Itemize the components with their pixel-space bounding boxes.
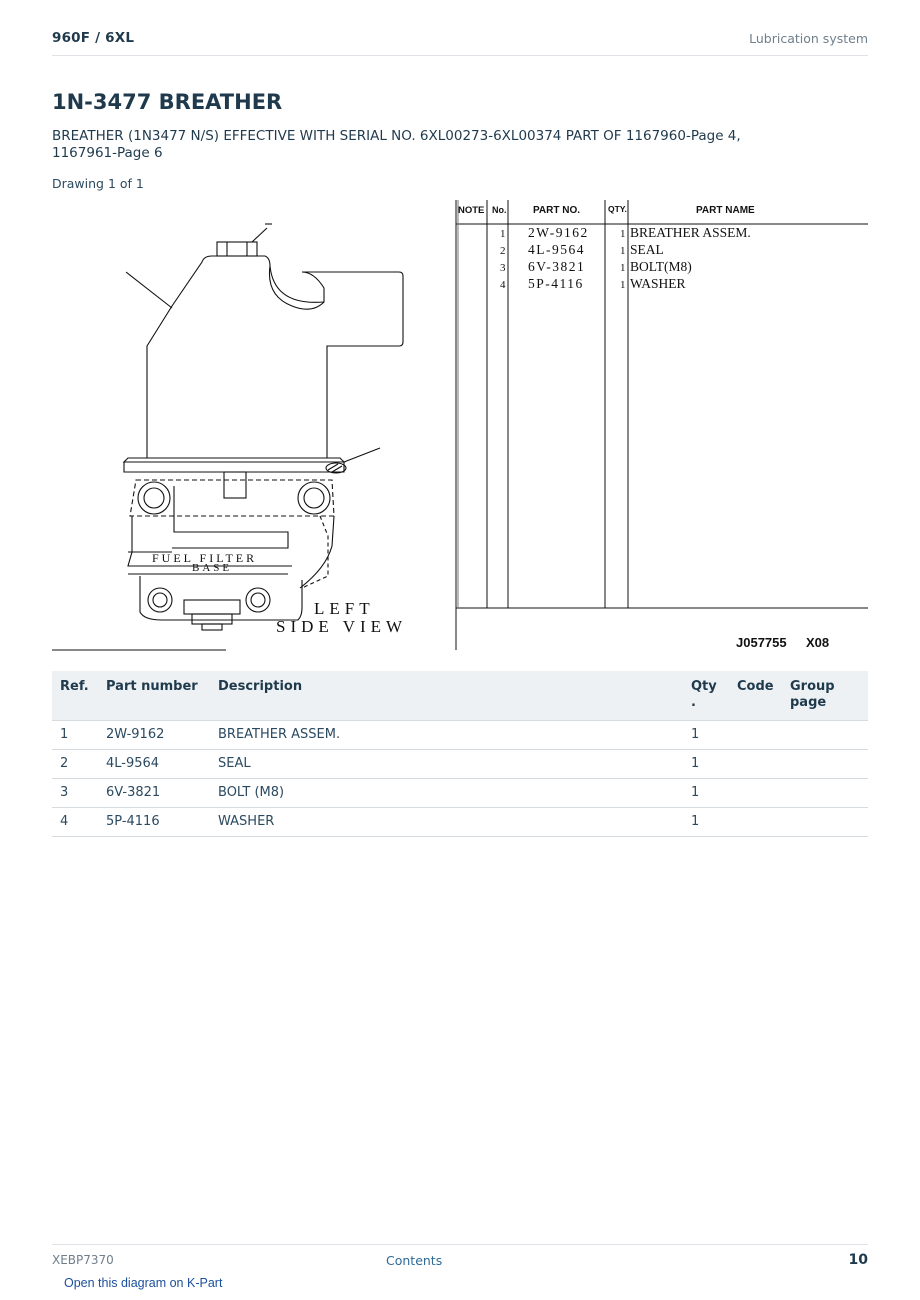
col-partno-header: PART NO. (533, 205, 581, 216)
document-id: XEBP7370 (52, 1253, 114, 1267)
drawing-row-name: BREATHER ASSEM. (630, 225, 751, 240)
group-header-line1: Group (790, 679, 835, 694)
section-label: Lubrication system (749, 31, 868, 46)
drawing-row-name: WASHER (630, 276, 686, 291)
qty-cell: 1 (683, 778, 729, 807)
base-label: BASE (192, 562, 233, 574)
drawing-row-name: SEAL (630, 242, 664, 257)
code-cell (729, 720, 782, 749)
drawing-row-partno: 5P-4116 (528, 276, 584, 291)
drawing-row-qty: 1 (620, 228, 626, 240)
drawing-row-no: 1 (500, 228, 506, 240)
page-title: 1N-3477 BREATHER (52, 90, 283, 114)
drawing-row-partno: 4L-9564 (528, 242, 585, 257)
fuel-filter-label: FUEL FILTER (152, 551, 258, 565)
ref-cell: 2 (52, 749, 98, 778)
qty-header-line1: Qty (691, 679, 717, 694)
drawing-code: J057755 (736, 635, 787, 650)
description-column-header: Description (210, 671, 683, 720)
col-note-header: NOTE (458, 205, 485, 216)
page-header (52, 28, 868, 56)
contents-link[interactable]: Contents (386, 1253, 443, 1268)
qty-header-line2: . (691, 695, 696, 710)
parts-table (52, 671, 868, 837)
code-cell (729, 778, 782, 807)
side-view-label: SIDE VIEW (276, 617, 408, 636)
drawing-row-name: BOLT(M8) (630, 259, 692, 274)
page-footer (52, 1244, 868, 1274)
description-cell: SEAL (210, 749, 683, 778)
table-row (52, 807, 868, 836)
qty-column-header (683, 671, 729, 720)
col-no-header: No. (492, 205, 507, 215)
ref-cell: 1 (52, 720, 98, 749)
group-header-line2: page (790, 695, 827, 710)
drawing-counter: Drawing 1 of 1 (52, 176, 144, 191)
ref-column-header: Ref. (52, 671, 98, 720)
parts-drawing (52, 196, 868, 656)
group-page-cell (782, 778, 868, 807)
drawing-row-partno: 6V-3821 (528, 259, 586, 274)
drawing-row-no: 2 (500, 245, 506, 257)
table-row (52, 749, 868, 778)
drawing-row-qty: 1 (620, 279, 626, 291)
group-page-column-header (782, 671, 868, 720)
col-name-header: PART NAME (696, 205, 755, 216)
group-page-cell (782, 807, 868, 836)
ref-cell: 3 (52, 778, 98, 807)
col-qty-header: QTY. (608, 204, 627, 214)
description-cell: BOLT (M8) (210, 778, 683, 807)
part-number-column-header: Part number (98, 671, 210, 720)
model-label: 960F / 6XL (52, 30, 135, 46)
part-number-cell: 6V-3821 (98, 778, 210, 807)
qty-cell: 1 (683, 749, 729, 778)
part-number-cell: 5P-4116 (98, 807, 210, 836)
drawing-row-no: 4 (500, 279, 506, 291)
table-row (52, 720, 868, 749)
qty-cell: 1 (683, 807, 729, 836)
drawing-row-no: 3 (500, 262, 506, 274)
parts-table-header (52, 671, 868, 720)
description-cell: WASHER (210, 807, 683, 836)
part-number-cell: 4L-9564 (98, 749, 210, 778)
code-cell (729, 749, 782, 778)
left-label: LEFT (314, 599, 375, 618)
code-column-header: Code (729, 671, 782, 720)
group-page-cell (782, 749, 868, 778)
description-cell: BREATHER ASSEM. (210, 720, 683, 749)
drawing-row-partno: 2W-9162 (528, 225, 589, 240)
drawing-row-qty: 1 (620, 245, 626, 257)
page-subtitle: BREATHER (1N3477 N/S) EFFECTIVE WITH SERIAL NO. 6XL00273-6XL00374 PART OF 1167960-Page 4, 1167961-Page 6 (52, 128, 741, 161)
ref-cell: 4 (52, 807, 98, 836)
drawing-row-qty: 1 (620, 262, 626, 274)
page-number: 10 (848, 1252, 868, 1268)
drawing-sheet: X08 (806, 635, 830, 650)
qty-cell: 1 (683, 720, 729, 749)
table-row (52, 778, 868, 807)
code-cell (729, 807, 782, 836)
part-number-cell: 2W-9162 (98, 720, 210, 749)
group-page-cell (782, 720, 868, 749)
kpart-link[interactable]: Open this diagram on K-Part (64, 1276, 223, 1290)
breather-illustration (52, 224, 403, 650)
